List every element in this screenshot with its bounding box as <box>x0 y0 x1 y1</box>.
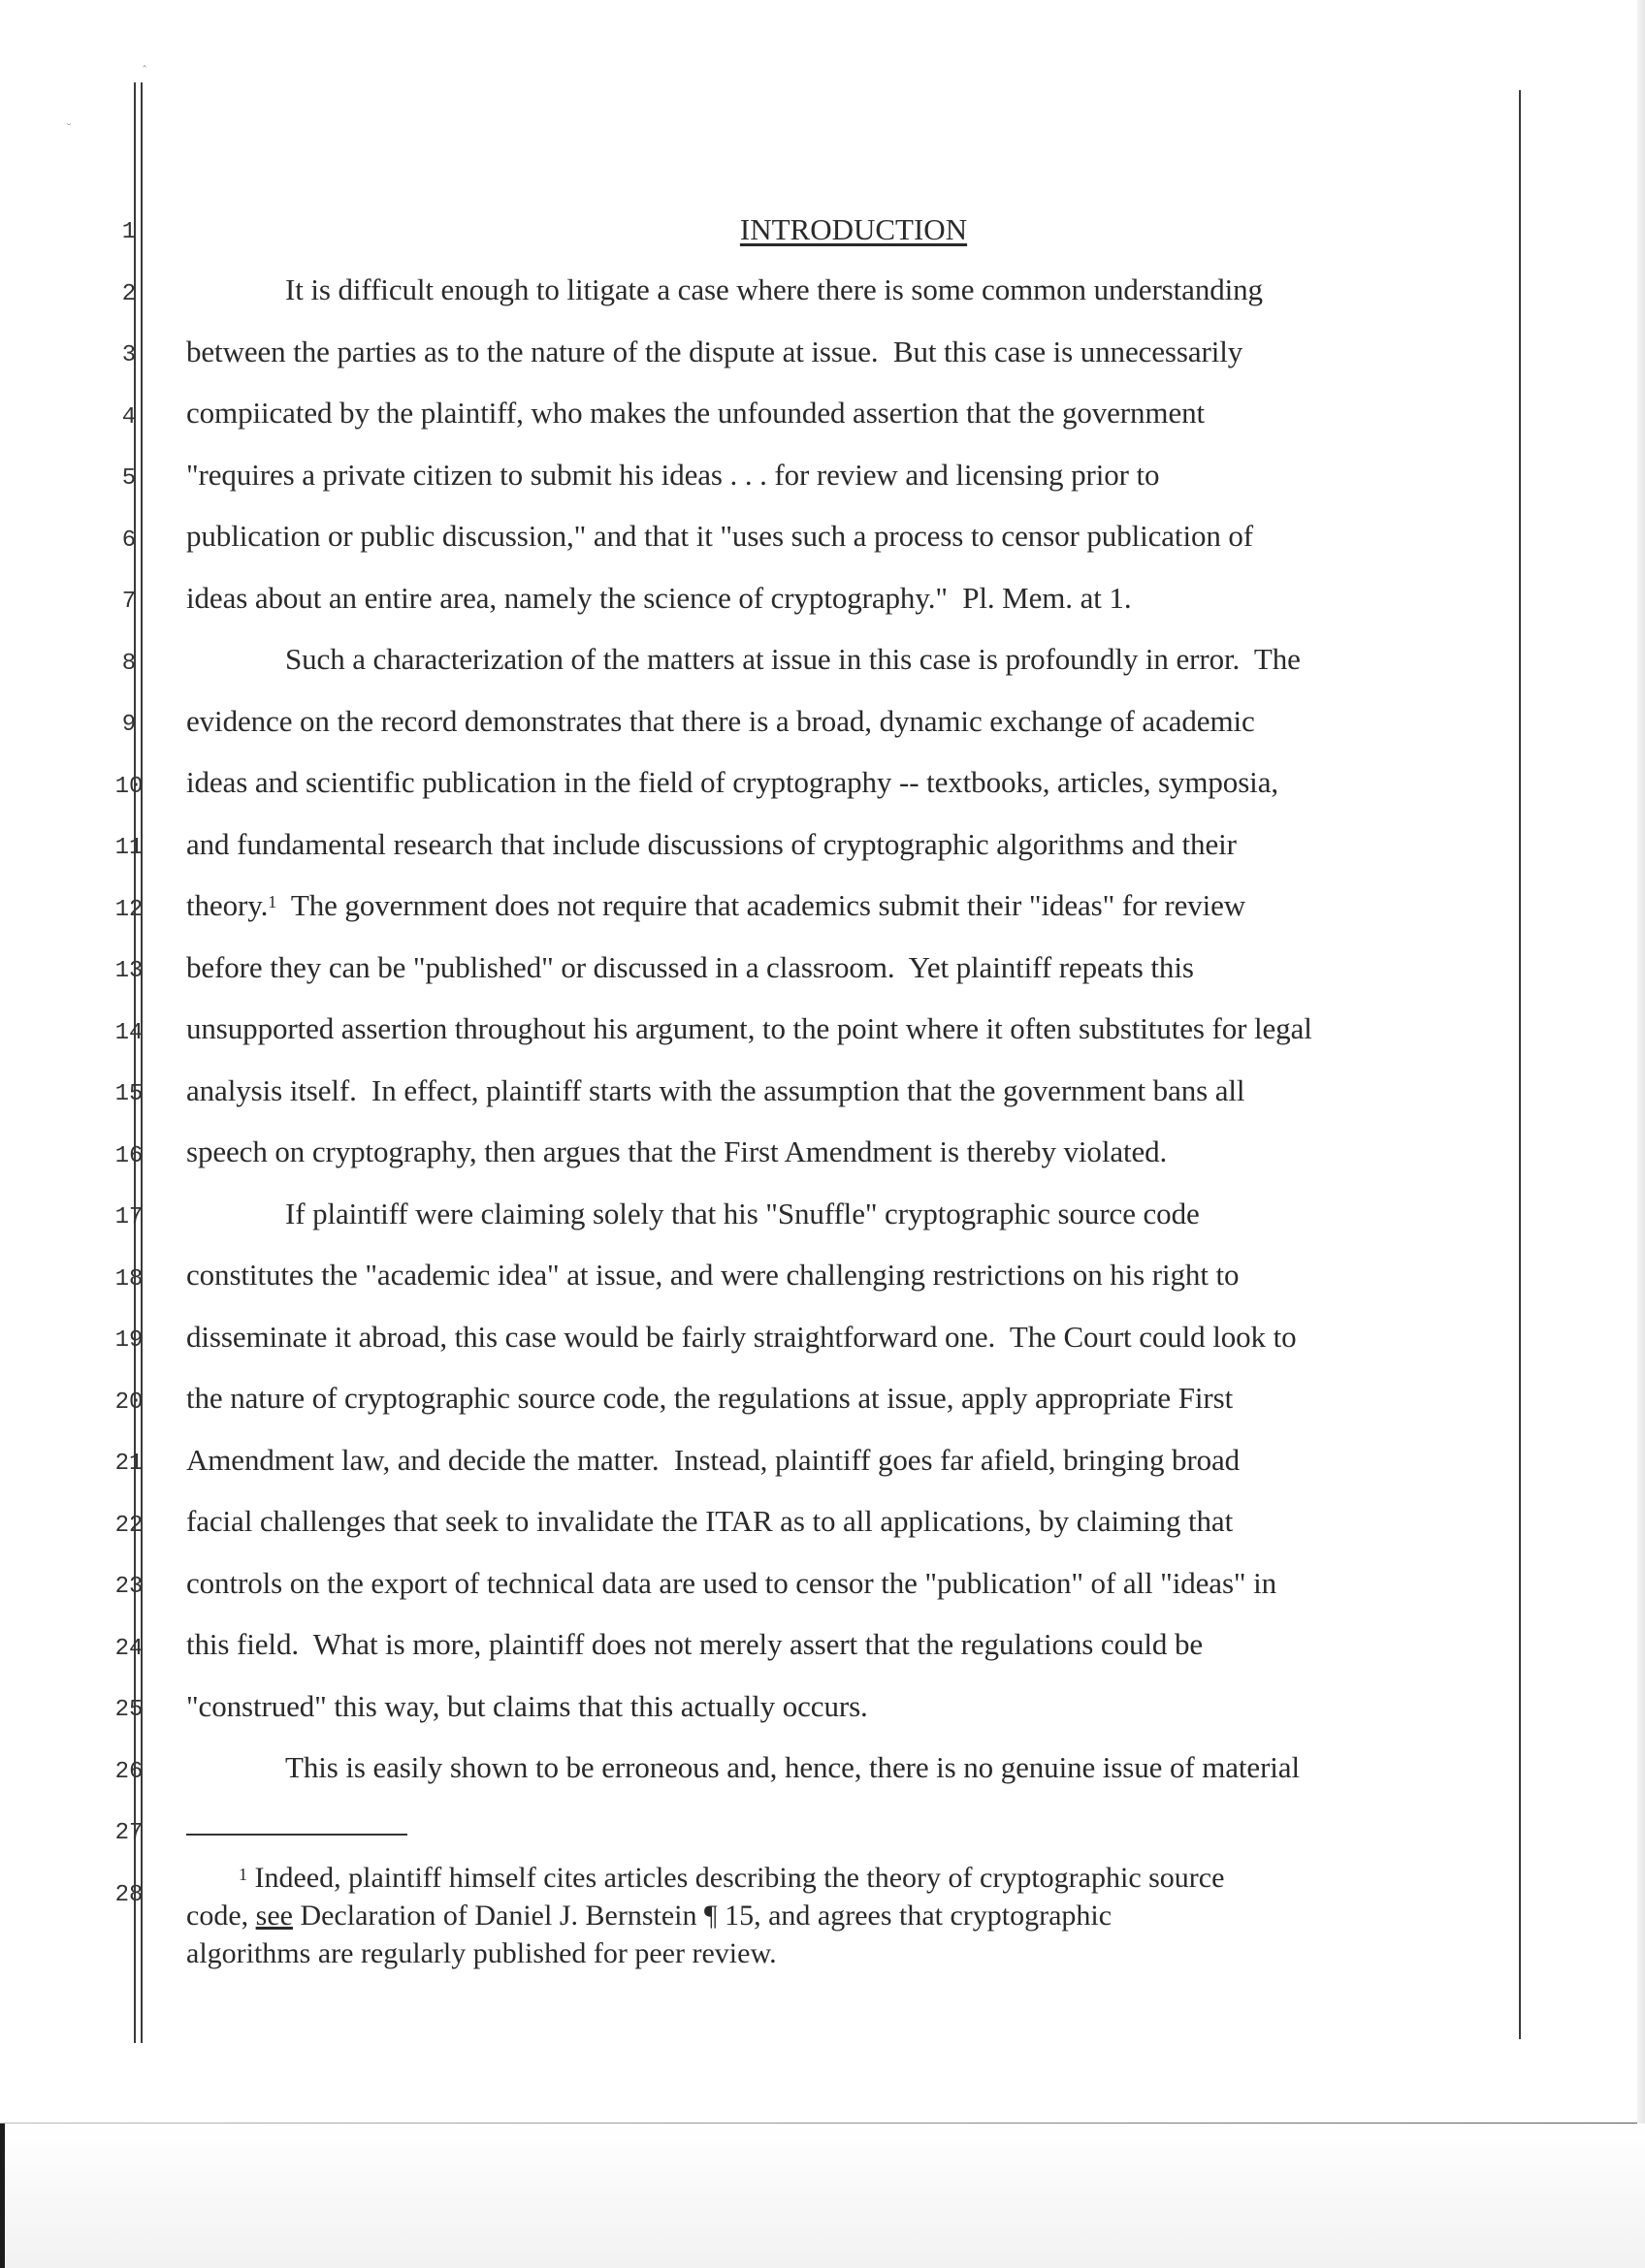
line-number: 27 <box>114 1820 144 1846</box>
body-text-line: speech on cryptography, then argues that the First Amendment is thereby violated. <box>186 1134 1168 1168</box>
body-text-line: "requires a private citizen to submit his ideas . . . for review and licensing prior to <box>186 457 1160 492</box>
footnote-line <box>186 1937 777 1970</box>
body-text-line: This is easily shown to be erroneous and, hence, there is no genuine issue of material <box>285 1750 1300 1784</box>
line-number: 16 <box>114 1142 144 1169</box>
line-number: 23 <box>114 1574 144 1600</box>
body-text: The government does not require that academics submit their "ideas" for review <box>276 888 1246 922</box>
footnote-text: Declaration of Daniel J. Bernstein ¶ 15, and agrees that cryptographic <box>292 1900 1113 1932</box>
line-number: 20 <box>114 1389 144 1416</box>
footnote-text: Indeed, plaintiff himself cites articles describing the theory of cryptographic source <box>254 1862 1225 1894</box>
body-text-line: this field. What is more, plaintiff does not merely assert that the regulations could be <box>186 1627 1204 1661</box>
line-number: 25 <box>114 1697 144 1723</box>
body-text-line: Such a characterization of the matters at issue in this case is profoundly in error. The <box>285 642 1301 676</box>
line-number: 1 <box>121 219 137 245</box>
scanner-background <box>0 2124 1645 2268</box>
footnote-text: code, <box>186 1900 256 1932</box>
body-text-line: evidence on the record demonstrates that there is a broad, dynamic exchange of academic <box>186 703 1255 738</box>
right-margin-rule <box>1519 90 1521 2039</box>
body-text-line: and fundamental research that include discussions of cryptographic algorithms and their <box>186 826 1237 861</box>
line-number: 14 <box>114 1019 144 1046</box>
left-margin-rule-outer <box>134 82 136 2043</box>
line-number: 15 <box>114 1081 144 1107</box>
body-text-line: It is difficult enough to litigate a case where there is some common understanding <box>285 272 1263 306</box>
line-number: 24 <box>114 1635 144 1662</box>
line-number: 2 <box>121 280 137 307</box>
section-heading: INTRODUCTION <box>739 212 968 246</box>
footnote-marker: 1 <box>239 1865 247 1884</box>
footnote-line <box>239 1862 1224 1895</box>
line-number: 4 <box>121 403 137 431</box>
footnote-text: algorithms are regularly published for peer review. <box>186 1937 777 1969</box>
scanner-edge-strip <box>0 2124 5 2268</box>
footnote-reference[interactable]: 1 <box>268 892 277 911</box>
line-number: 8 <box>121 650 137 677</box>
line-number: 13 <box>114 958 144 984</box>
line-number: 9 <box>121 712 137 738</box>
line-number: 5 <box>121 465 137 492</box>
body-text-line: Amendment law, and decide the matter. Instead, plaintiff goes far afield, bringing broad <box>186 1442 1241 1477</box>
body-text-line: analysis itself. In effect, plaintiff starts with the assumption that the government bans all <box>186 1072 1245 1107</box>
line-number: 6 <box>121 527 137 554</box>
body-text-line: unsupported assertion throughout his argument, to the point where it often substitutes for legal <box>186 1011 1312 1045</box>
body-text-line: controls on the export of technical data are used to censor the "publication" of all "ideas" in <box>186 1565 1277 1600</box>
line-number: 18 <box>114 1265 144 1293</box>
line-number: 21 <box>114 1451 144 1477</box>
citation-signal-see: see <box>255 1900 293 1932</box>
scan-speck: ˘ <box>66 122 72 136</box>
line-number: 17 <box>114 1204 144 1230</box>
body-text-line: ideas and scientific publication in the field of cryptography -- textbooks, articles, symposia, <box>186 765 1278 799</box>
body-text-line: facial challenges that seek to invalidate the ITAR as to all applications, by claiming that <box>186 1504 1234 1538</box>
body-text-line: ideas about an entire area, namely the science of cryptography." Pl. Mem. at 1. <box>186 580 1132 615</box>
body-text-line: before they can be "published" or discussed in a classroom. Yet plaintiff repeats this <box>186 949 1194 984</box>
body-text-line: the nature of cryptographic source code, the regulations at issue, apply appropriate First <box>186 1381 1234 1415</box>
scan-speck: ˆ <box>142 64 147 78</box>
line-number: 7 <box>121 589 137 615</box>
left-margin-rule-inner <box>141 82 143 2043</box>
line-number: 11 <box>114 835 144 861</box>
body-text-line: publication or public discussion," and that it "uses such a process to censor publication of <box>186 519 1254 553</box>
line-number: 22 <box>114 1512 144 1539</box>
body-text-line: compiicated by the plaintiff, who makes the unfounded assertion that the government <box>186 396 1206 430</box>
body-text-line: disseminate it abroad, this case would be fairly straightforward one. The Court could look to <box>186 1319 1297 1354</box>
body-text-line <box>186 888 1245 923</box>
line-number: 28 <box>114 1881 144 1908</box>
body-text-line: "construed" this way, but claims that this actually occurs. <box>186 1688 868 1723</box>
body-text-line: between the parties as to the nature of the dispute at issue. But this case is unnecessarily <box>186 334 1243 368</box>
line-number: 19 <box>114 1327 144 1354</box>
line-number: 3 <box>121 342 137 368</box>
body-text-line: If plaintiff were claiming solely that his "Snuffle" cryptographic source code <box>285 1196 1200 1230</box>
line-number: 12 <box>114 896 144 923</box>
footnote-line <box>186 1900 1112 1933</box>
line-number: 26 <box>114 1758 144 1785</box>
body-text: theory. <box>186 888 269 922</box>
footnote-separator <box>186 1834 407 1836</box>
body-text-line: constitutes the "academic idea" at issue, and were challenging restrictions on his right to <box>186 1258 1240 1292</box>
line-number: 10 <box>114 773 144 800</box>
page-right-shadow <box>1637 0 1645 2124</box>
